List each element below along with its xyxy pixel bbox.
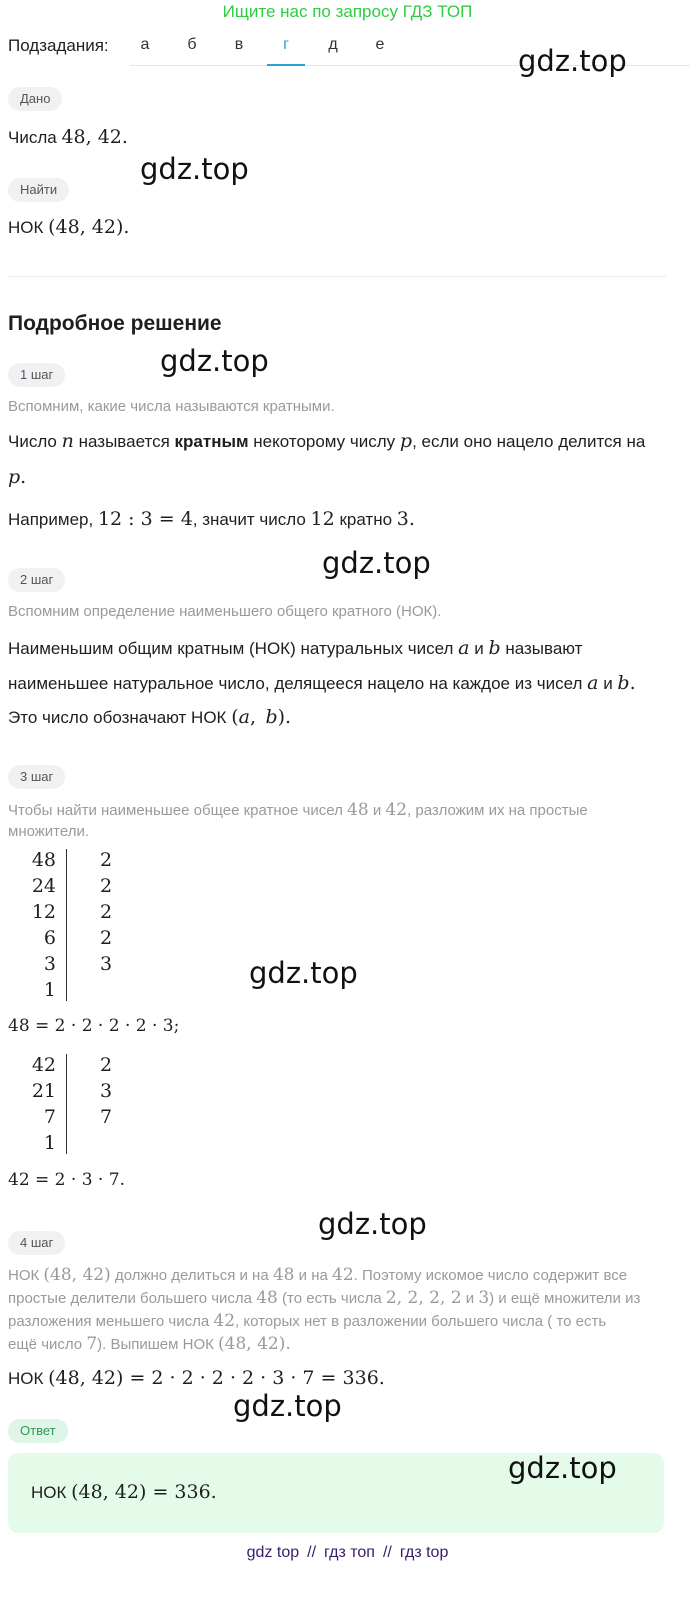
factorization-table-48	[28, 849, 148, 1005]
text: ). Выпишем НОК	[97, 1336, 214, 1353]
var-b: b	[265, 706, 278, 728]
factorization-row	[28, 1106, 148, 1132]
footer-link[interactable]: гдз топ	[324, 1544, 375, 1561]
subtab-a[interactable]: а	[140, 36, 150, 53]
step4-line3	[8, 1311, 606, 1331]
text: кратно	[339, 510, 393, 529]
answer-box	[8, 1453, 664, 1533]
step4-pill: 4 шаг	[8, 1231, 65, 1255]
factorization-row	[28, 875, 148, 901]
text: и на	[298, 1267, 328, 1284]
search-banner: Ищите нас по запросу ГДЗ ТОП	[222, 2, 473, 21]
text: называют	[505, 639, 583, 658]
text: .	[408, 508, 415, 530]
subtab-v[interactable]: в	[234, 36, 244, 53]
subtab-g[interactable]: г	[267, 36, 305, 66]
factorization-divisor: 3	[100, 1080, 113, 1102]
text: .	[20, 466, 27, 488]
factorization-divisor: 2	[100, 849, 113, 871]
watermark: gdz.top	[518, 44, 627, 78]
text: некоторому числу	[253, 432, 396, 451]
math: 42	[213, 1311, 236, 1331]
watermark: gdz.top	[140, 152, 249, 186]
subtab-e[interactable]: е	[375, 36, 385, 53]
answer-line	[31, 1481, 217, 1503]
step2-pill: 2 шаг	[8, 568, 65, 592]
var-b: b	[488, 637, 501, 659]
factorization-value: 21	[31, 1080, 56, 1102]
factorization-row	[28, 849, 148, 875]
factorization-row	[28, 1080, 148, 1106]
var-p: p	[399, 430, 413, 452]
var-a: a	[458, 637, 470, 659]
footer-sep: //	[382, 1544, 392, 1561]
text: Например,	[8, 510, 94, 529]
text: называется	[78, 432, 170, 451]
factorization-value: 3	[43, 953, 56, 975]
math: (48, 42)	[43, 1265, 111, 1285]
math: 42	[385, 800, 408, 820]
math: ).	[277, 706, 292, 728]
watermark: gdz.top	[322, 546, 431, 580]
factorization-divisor: 3	[100, 953, 113, 975]
text: Число	[8, 432, 57, 451]
math: 48	[272, 1265, 295, 1285]
factorization-row	[28, 953, 148, 979]
find-pill: Найти	[8, 178, 69, 202]
step4-result	[8, 1367, 385, 1389]
math: (48, 42) = 2 · 2 · 2 · 2 · 3 · 7 = 336.	[48, 1367, 385, 1389]
text: НОК	[31, 1483, 67, 1502]
text: , значит число	[192, 510, 306, 529]
watermark: gdz.top	[160, 344, 269, 378]
var-n: n	[61, 430, 74, 452]
text: .	[629, 672, 636, 694]
factorization-value: 24	[31, 875, 56, 897]
math: 12	[310, 508, 335, 530]
factorization-row	[28, 901, 148, 927]
factorization-row	[28, 979, 148, 1005]
step4-line4	[8, 1334, 291, 1354]
given-math: 48, 42.	[61, 126, 128, 148]
factorization-value: 42	[31, 1054, 56, 1076]
text: , которых нет в разложении большего числа ( то есть	[235, 1313, 607, 1330]
factorization-value: 12	[31, 901, 56, 923]
step4-line2	[8, 1288, 640, 1308]
math: 48	[347, 800, 369, 820]
math: 2, 2, 2, 2	[385, 1288, 462, 1308]
factorization-value: 1	[43, 979, 56, 1001]
math: 48	[256, 1288, 278, 1308]
text: и	[474, 639, 484, 658]
find-math: (48, 42).	[48, 216, 130, 238]
math: (48, 42).	[218, 1334, 291, 1354]
divider	[8, 276, 666, 277]
var-a: a	[587, 672, 599, 694]
footer-links	[0, 1544, 695, 1562]
subtab-d[interactable]: д	[328, 36, 338, 53]
text: , разложим их на простые	[407, 802, 588, 819]
math: 3	[478, 1288, 490, 1308]
math: 7	[86, 1334, 98, 1354]
text: Это число обозначают НОК	[8, 708, 227, 727]
step3-hint-line2: множители.	[8, 823, 90, 840]
factorization-divisor: 7	[100, 1106, 113, 1128]
watermark: gdz.top	[233, 1389, 342, 1423]
step1-hint: Вспомним, какие числа называются кратными.	[8, 398, 335, 415]
find-nok: НОК	[8, 218, 44, 237]
math: 12 : 3 = 4	[97, 508, 193, 530]
text: . Поэтому искомое число содержит все	[353, 1267, 628, 1284]
math: 42	[332, 1265, 354, 1285]
var-b: b	[617, 672, 630, 694]
factorization-value: 7	[43, 1106, 56, 1128]
text: и	[372, 802, 382, 819]
text: НОК	[8, 1369, 44, 1388]
text: , если оно нацело делится на	[412, 432, 646, 451]
step3-pill: 3 шаг	[8, 765, 65, 789]
step3-hint-line1	[8, 800, 588, 820]
step2-line2	[8, 672, 636, 694]
find-line	[8, 216, 129, 238]
factorization-value: 6	[43, 927, 56, 949]
text: и	[603, 674, 613, 693]
factorization-table-42	[28, 1054, 148, 1158]
equation-42: 42 = 2 · 3 · 7.	[8, 1170, 125, 1190]
step1-line2	[8, 466, 26, 488]
text: ещё число	[8, 1336, 83, 1353]
text: и	[465, 1290, 475, 1307]
footer-link[interactable]: гдз top	[399, 1544, 449, 1561]
step2-line1	[8, 637, 582, 659]
step1-example	[8, 508, 415, 530]
footer-sep: //	[307, 1544, 317, 1561]
text: разложения меньшего числа	[8, 1313, 210, 1330]
var-p: p	[8, 466, 21, 488]
step2-hint: Вспомним определение наименьшего общего кратного (НОК).	[8, 603, 442, 620]
equation-48: 48 = 2 · 2 · 2 · 2 · 3;	[8, 1016, 180, 1036]
text: НОК	[8, 1267, 40, 1284]
text: наименьшее натуральное число, делящееся нацело на каждое из чисел	[8, 674, 583, 693]
text: простые делители большего числа	[8, 1290, 253, 1307]
step1-pill: 1 шаг	[8, 363, 65, 387]
text: Чтобы найти наименьшее общее кратное чисел	[8, 802, 343, 819]
factorization-value: 48	[31, 849, 56, 871]
math: 3	[396, 508, 409, 530]
bold-term: кратным	[174, 432, 249, 451]
step4-line1	[8, 1265, 627, 1285]
factorization-row	[28, 1132, 148, 1158]
answer-pill: Ответ	[8, 1419, 68, 1443]
text: Наименьшим общим кратным (НОК) натуральных чисел	[8, 639, 454, 658]
factorization-value: 1	[43, 1132, 56, 1154]
var-a: a	[238, 706, 250, 728]
given-text: Числа	[8, 128, 57, 147]
text: (то есть числа	[282, 1290, 382, 1307]
watermark: gdz.top	[508, 1451, 617, 1485]
given-line	[8, 126, 128, 148]
step1-line1	[8, 430, 645, 452]
factorization-divisor: 2	[100, 901, 113, 923]
math: (	[231, 706, 239, 728]
solution-title: Подробное решение	[8, 312, 222, 335]
factorization-row	[28, 1054, 148, 1080]
factorization-divisor: 2	[100, 875, 113, 897]
math: (48, 42) = 336.	[71, 1481, 217, 1503]
subtab-b[interactable]: б	[187, 36, 197, 53]
text: должно делиться и на	[114, 1267, 269, 1284]
subtasks-label: Подзадания:	[8, 36, 109, 55]
factorization-row	[28, 927, 148, 953]
factorization-divisor: 2	[100, 927, 113, 949]
factorization-divisor: 2	[100, 1054, 113, 1076]
given-pill: Дано	[8, 87, 62, 111]
math: ,	[249, 706, 256, 728]
watermark: gdz.top	[318, 1207, 427, 1241]
footer-link[interactable]: gdz top	[246, 1544, 300, 1561]
step2-line3	[8, 706, 291, 728]
text: ) и ещё множители из	[489, 1290, 641, 1307]
watermark: gdz.top	[249, 956, 358, 990]
